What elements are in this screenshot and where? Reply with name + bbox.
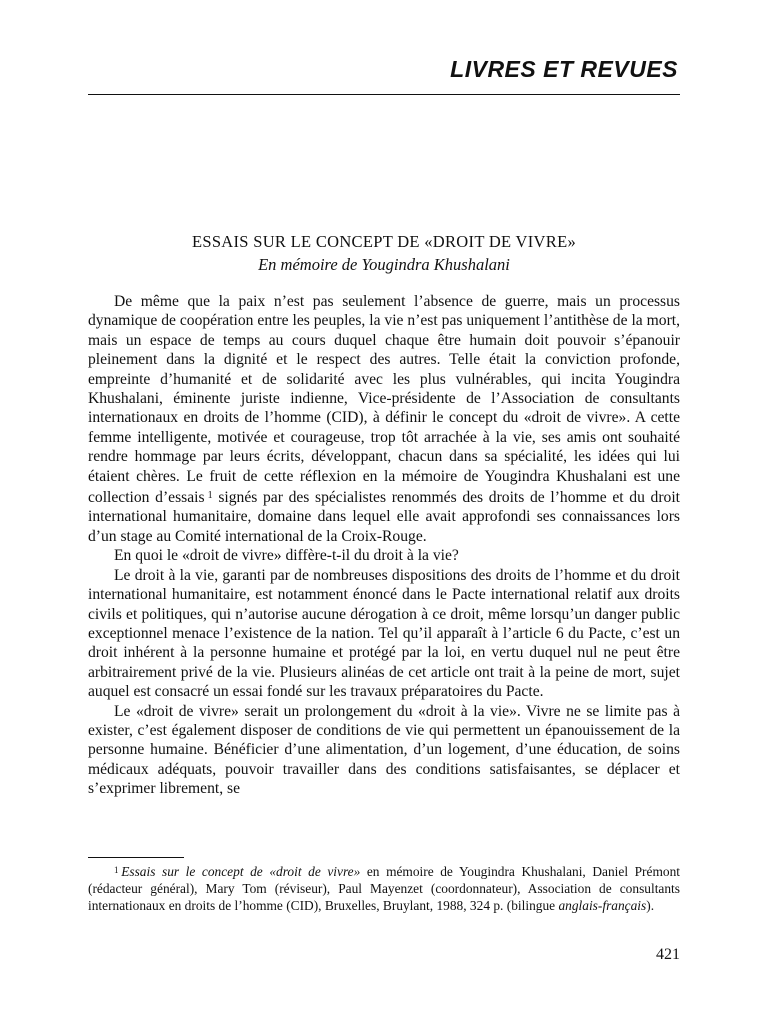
footnote-divider (88, 857, 184, 858)
footnote (88, 862, 680, 915)
article-body (88, 292, 680, 799)
article-subtitle: En mémoire de Yougindra Khushalani (258, 255, 510, 274)
page-number: 421 (656, 946, 680, 963)
paragraph-3: Le droit à la vie, garanti par de nombreuses dispositions des droits de l’homme et du droit international humanitaire, est notamment énoncé dans le Pacte international relatif aux droits civils et politiques, qui n’autorise aucune dérogation à ce droit, même lorsqu’un danger public exceptionnel menace l’existence de la nation. Tel qu’il apparaît à l’article 6 du Pacte, c’est un droit inhérent à la personne humaine et protégé par la loi, en vertu duquel nul ne peut être arbitrairement privé de la vie. Plusieurs alinéas de cet article ont trait à la peine de mort, sujet auquel est consacré un essai fondé sur les travaux préparatoires du Pacte. (88, 566, 680, 701)
article-title: ESSAIS SUR LE CONCEPT DE «DROIT DE VIVRE» (191, 232, 577, 251)
paragraph-1 (88, 292, 680, 546)
footnote-reference[interactable]: 1 (207, 490, 213, 502)
paragraph-2: En quoi le «droit de vivre» diffère-t-il du droit à la vie? (114, 547, 459, 565)
running-header (88, 54, 680, 95)
paragraph-1-text-a: De même que la paix n’est pas seulement l’absence de guerre, mais un processus dynamique de coopération entre les peuples, la vie n’est pas uniquement l’antithèse de la mort, mais un espace de temps au cours duquel chaque être humain doit pouvoir s’épanouir pleinement dans la dignité et le respect des autres. Telle était la conviction profonde, empreinte d’humanité et de solidarité avec les plus vulnérables, qui incita Yougindra Khushalani, éminente juriste indienne, Vice-présidente de l’Association de consultants internationaux en droits de l’homme (CID), à définir le concept du «droit de vivre». A cette femme intelligente, motivée et courageuse, trop tôt arrachée à la vie, ses amis ont souhaité rendre hommage par leurs écrits, développant, chacun dans sa spécialité, les idées qui lui étaient chères. Le fruit de cette réflexion en la mémoire de Yougindra Khushalani est une collection d’essais (88, 293, 680, 507)
footnote-number: 1 (114, 865, 119, 875)
footnote-language: anglais-français (558, 898, 647, 914)
footnote-text-a: en mémoire de Yougindra Khushalani, Daniel Prémont (rédacteur général), Mary Tom (réviseur), Paul Mayenzet (coordonnateur), Association de consultants internationaux en droits de l’homme (CID), Bruxelles, Bruylant, 1988, 324 p. (bilingue (88, 864, 680, 914)
footnote-title: Essais sur le concept de «droit de vivre» (121, 864, 361, 879)
footnote-text-b: ). (646, 898, 655, 914)
paragraph-1-text-b: signés par des spécialistes renommés des droits de l’homme et du droit international humanitaire, domaine dans lequel elle avait approfondi ses connaissances lors d’un stage au Comité international de la Croix-Rouge. (88, 489, 680, 545)
section-title: LIVRES ET REVUES (450, 56, 678, 82)
paragraph-4: Le «droit de vivre» serait un prolongement du «droit à la vie». Vivre ne se limite pas à exister, c’est également disposer de conditions de vie qui permettent un épanouissement de la personne humaine. Bénéficier d’une alimentation, d’un logement, d’une éducation, de soins médicaux adéquats, pouvoir travailler dans des conditions satisfaisantes, se déplacer et s’exprimer librement, se (88, 702, 680, 798)
